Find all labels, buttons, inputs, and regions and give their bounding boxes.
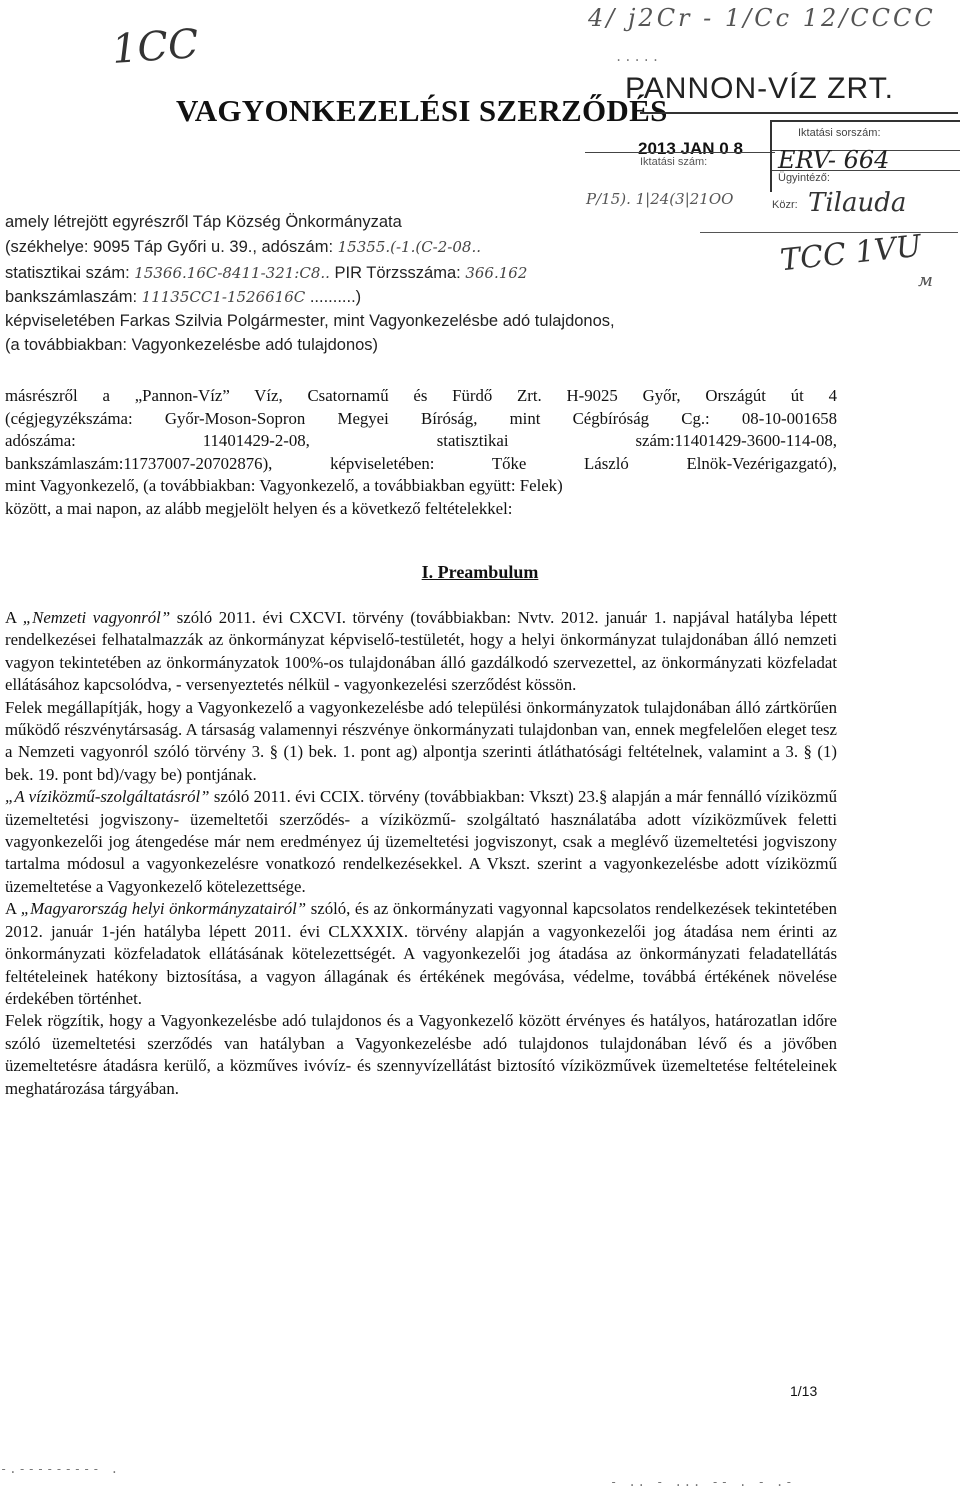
para1-text: szóló 2011. évi CXCVI. törvény (továbbiakban: Nvtv. 2012. január 1. napjával hatályba lépett rendelkezései felhatalmazzák az önkormányzat képviselő-testületét, hogy a helyi önkormányzat tulajdonában álló nemzeti vagyon tekintetében az önkormányzatok 100%-os tulajdonában álló gazdálkodó szervezettel, az önkormányzati közfeladat ellátásához kapcsolódva, - versenyeztetés nélkül - vagyonkezelési szerződést kössön. — [5, 608, 837, 695]
para4-lead: A — [5, 899, 17, 919]
preamble-paragraph-4 — [5, 898, 837, 1010]
party1-pir-label: PIR Törzsszáma: — [334, 264, 461, 282]
party1-seat-label: (székhelye: 9095 Táp Győri u. 39., adószám: — [5, 238, 334, 256]
registration-label: Iktatási szám: — [640, 156, 708, 168]
para1-lead: A — [5, 608, 17, 627]
party1-bank-line — [5, 288, 361, 307]
page-number: 1/13 — [790, 1383, 818, 1399]
party1-pir-handwritten: 366.162 — [465, 264, 528, 282]
received-date-stamp: 2013 JAN 0 8 — [638, 139, 743, 158]
party1-bank-close: ..........) — [309, 288, 362, 306]
party2-line: bankszámlaszám:11737007-20702876), képviseletében: Tőke László Elnök-Vezérigazgató), — [5, 453, 837, 473]
party1-bank-label: bankszámlaszám: — [5, 288, 138, 306]
handler-label: Ügyintéző: — [778, 172, 830, 184]
party2-line: között, a mai napon, az alább megjelölt helyen és a következő feltételekkel: — [5, 498, 513, 518]
party1-stat-handwritten: 15366.16С-8411-321:С8.. — [134, 264, 330, 282]
para4-law-title: „Magyarország helyi önkormányzatairól” — [20, 899, 307, 919]
sequence-value: ERV- 664 — [778, 146, 890, 174]
party1-stat-label: statisztikai szám: — [5, 264, 130, 282]
preamble-paragraph-1 — [5, 607, 837, 697]
party1-alias: (a továbbiakban: Vagyonkezelésbe adó tulajdonos) — [5, 336, 379, 354]
party1-representative: képviseletében Farkas Szilvia Polgármester, mint Vagyonkezelésbe adó tulajdonos, — [5, 312, 615, 330]
party1-seat-line — [5, 238, 481, 257]
document-title: VAGYONKEZELÉSI SZERZŐDÉS — [176, 93, 668, 128]
scan-noise-bottom-right: - .. - ... -- . - .- — [610, 1475, 795, 1489]
section-heading-preambulum: I. Preambulum — [421, 562, 539, 582]
handwritten-file-mark: 1CC — [110, 21, 201, 73]
addressee-label: Közr: — [772, 199, 798, 211]
preamble-body — [5, 607, 837, 1100]
addressee-handwriting: Tilauda — [808, 188, 907, 218]
party1-intro: amely létrejött egyrészről Táp Község Önkormányzata — [5, 213, 402, 231]
stamp-top-rule — [640, 112, 958, 114]
party2-line: másrészről a „Pannon-Víz” Víz, Csatornamű és Fürdő Zrt. H-9025 Győr, Országút út 4 — [5, 386, 837, 405]
company-stamp-name: PANNON-VÍZ ZRT. — [625, 72, 894, 105]
registration-stamp-box — [770, 120, 960, 192]
handwritten-reference-top: 4/ j2Cr - 1/Cc 12/CCCC — [588, 4, 936, 32]
party1-bank-handwritten: 11135СС1-1526616С — [141, 288, 306, 306]
para4-text: szóló, és az önkormányzati vagyonnal kapcsolatos rendelkezések tekintetében 2012. január 1-jén hatályba lépett 2011. évi CLXXXIX. törvény alapján a vagyonkezelői jog átadása nem érinti az önkormányzati közfeladatok ellátásának kötelezettségét. A vagyonkezelői jog átadása az önkormányzati feladatellátás feltételeinek hatékony biztosítása, a vagyon állagának és értékének megóvása, védelme, továbbá értékének növelése érdekében történhet. — [5, 899, 837, 1008]
scan-noise-top: ..... — [615, 50, 662, 64]
para3-text: szóló 2011. évi CCIX. törvény (továbbiakban: Vkszt) 23.§ alapján a már fennálló víziközmű üzemeltetési jogviszony- üzemeltetői szerződés- a víziközmű- szolgáltató használatába adott víziközművek feletti vagyonkezelői jog átengedése már nem eredményez új üzemeltetési jogviszonyt, csak a meglévő üzemeltetési jogviszony tartalma módosul a vagyonkezelésre vonatkozó rendelkezésekkel. A Vkszt. szerint a vagyonkezelésbe adott víziközmű üzemeltetése a Vagyonkezelő kötelezettsége. — [5, 787, 838, 896]
preamble-paragraph-3 — [5, 786, 837, 898]
para3-law-title: „A víziközmű-szolgáltatásról” — [5, 787, 210, 807]
party2-line: (cégjegyzékszáma: Győr-Moson-Sopron Megyei Bíróság, mint Cégbíróság Cg.: 08-10-001658 — [5, 408, 837, 428]
preamble-paragraph-5: Felek rögzítik, hogy a Vagyonkezelésbe adó tulajdonos és a Vagyonkezelő között érvényes és hatályos, határozatlan időre szóló üzemeltetési szerződés van hatályban a Vagyonkezelésbe adó tulajdonos tulajdonában lévő és a jövőben üzemeltetésre átadásra kerülő, a közműves ivóvíz- és szennyvízellátást biztosító víziközművek üzemeltetése feltételeinek meghatározása tárgyában. — [5, 1011, 837, 1098]
stamp-side-handwriting: Р/15). 1|24(3|21ОО — [586, 190, 734, 208]
scan-noise-bottom-left: -.--------- . — [0, 1462, 120, 1476]
signature-scribble: ТСС 1VU — [778, 228, 923, 279]
margin-mark: м — [918, 270, 933, 291]
preamble-paragraph-2: Felek megállapítják, hogy a Vagyonkezelő a vagyonkezelésbe adó települési önkormányzatok tulajdonában álló zártkörűen működő részvénytársaság. A társaság valamennyi részvénye önkormányzati tulajdonban van, ennek megfelelően eleget tesz a Nemzeti vagyonról szóló törvény 3. § (1) bek. 1. pont ag) alpontja szerinti átláthatósági feltételnek, valamint a 3. § (1) bek. 19. pont bd)/vagy be) pontjának. — [5, 697, 837, 784]
party2-block — [5, 385, 837, 521]
sequence-label: Iktatási sorszám: — [798, 127, 881, 139]
para1-law-title: „Nemzeti vagyonról” — [22, 608, 171, 627]
party2-line: adószáma: 11401429-2-08, statisztikai szám:11401429-3600-114-08, — [5, 431, 837, 451]
party1-taxnumber-handwritten: 15355.(-1.(С-2-08.. — [337, 238, 481, 256]
party1-stat-line — [5, 264, 527, 283]
stamp-mid-rule — [585, 152, 775, 153]
party2-line: mint Vagyonkezelő, (a továbbiakban: Vagyonkezelő, a továbbiakban együtt: Felek) — [5, 476, 563, 496]
